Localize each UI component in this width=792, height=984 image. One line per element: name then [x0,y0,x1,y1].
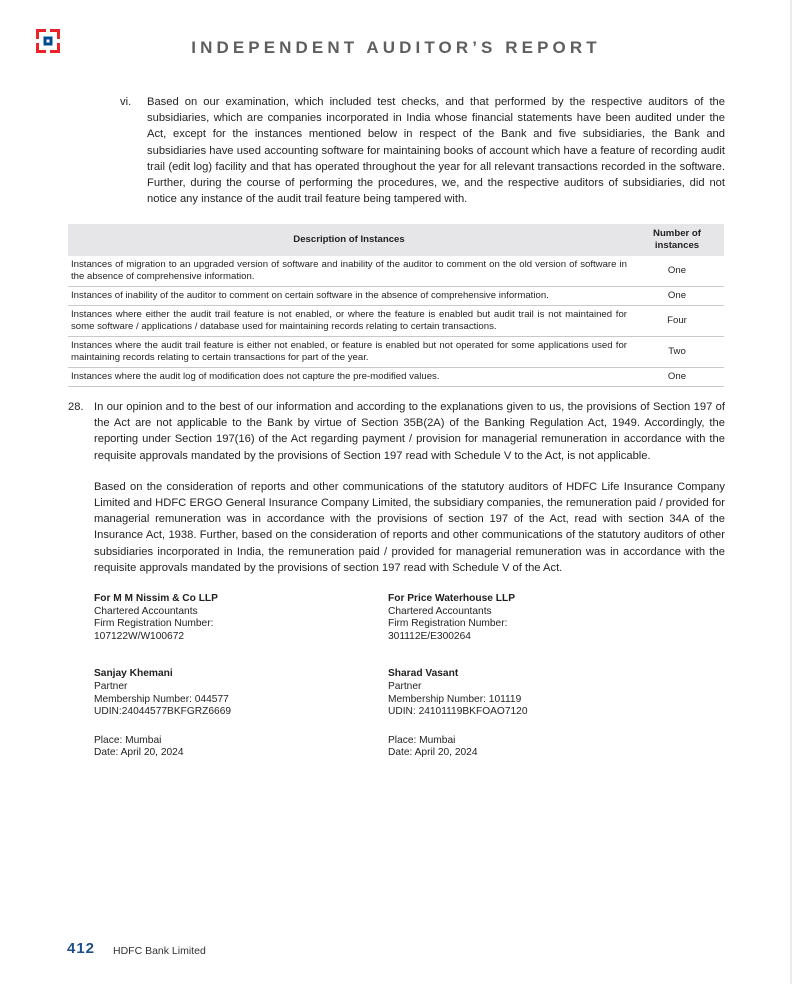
clause-vi [120,94,725,207]
instance-description: Instances where the audit log of modification does not capture the pre-modified values. [68,368,630,387]
clause-text: Based on our examination, which included test checks, and that performed by the respective auditors of the subsidiaries, which are companies incorporated in India whose financial statements have been audited under the Act, except for the instances mentioned below in respect of the Bank and five subsidiaries, the Bank and subsidiaries have used accounting software for maintaining books of account which have a feature of recording audit trail (edit log) facility and that has operated throughout the year for all relevant transactions recorded in the software. Further, during the course of performing the procedures, we, and the respective auditors of subsidiaries, did not notice any instance of the audit trail feature being tampered with. [147,96,725,206]
instances-table [68,224,724,387]
udin: UDIN:24044577BKFGRZ6669 [94,706,232,718]
partner-name: Sharad Vasant [388,668,459,680]
partner-name: Sanjay Khemani [94,668,173,680]
page-number: 412 [67,940,96,957]
partner-role: Partner [388,680,422,692]
clause-number: vi. [120,96,132,108]
signatory-block-left [94,593,231,760]
firm-name: For Price Waterhouse LLP [388,593,515,604]
signatory-block-right [388,593,528,760]
column-header-description: Description of Instances [68,224,630,256]
firm-type: Chartered Accountants [94,605,198,617]
table-row [68,368,724,387]
clause-paragraph-2: Based on the consideration of reports and other communications of the statutory auditors of HDFC Life Insurance Company Limited and HDFC ERGO General Insurance Company Limited, the subsidiary companies, the remuneration paid / provided for managerial remuneration was in accordance with the provisions of section 197 of the Act, read with section 34A of the Insurance Act, 1938. Further, based on the consideration of reports and other communications of the statutory auditors of other subsidiaries incorporated in India, the remuneration paid / provided for managerial remuneration was in accordance with the requisite approvals mandated by the provisions of section 197 read with Schedule V of the Act. [94,480,725,574]
instance-description: Instances of inability of the auditor to comment on certain software in the absence of comprehensive information. [68,287,630,306]
clause-paragraph-1: In our opinion and to the best of our information and according to the explanations given to us, the provisions of Section 197 of the Act are not applicable to the Bank by virtue of Section 35B(2A) of the Banking Regulation Act, 1949. Accordingly, the reporting under Section 197(16) of the Act regarding payment / provision for managerial remuneration in accordance with the requisite approvals mandated by the provisions of Section 197 read with Schedule V to the Act, is not applicable. [94,401,725,462]
page-title: INDEPENDENT AUDITOR’S REPORT [191,38,601,57]
place: Place: Mumbai [388,734,456,746]
membership-number: Membership Number: 101119 [388,693,522,705]
clause-number: 28. [68,401,84,413]
firm-registration-number: 301112E/E300264 [388,630,471,642]
date: Date: April 20, 2024 [94,747,184,759]
firm-type: Chartered Accountants [388,605,492,617]
footer-company-name: HDFC Bank Limited [113,945,206,957]
membership-number: Membership Number: 044577 [94,693,229,705]
clause-28 [68,399,725,576]
udin: UDIN: 24101119BKFOAO7120 [388,706,528,718]
firm-name: For M M Nissim & Co LLP [94,593,218,604]
date: Date: April 20, 2024 [388,747,478,759]
table-row [68,337,724,368]
instance-count: Four [630,306,724,337]
instance-count: One [630,256,724,287]
instance-description: Instances of migration to an upgraded version of software and inability of the auditor to comment on the old version of software in the absence of comprehensive information. [68,256,630,287]
table-row [68,287,724,306]
firm-registration-label: Firm Registration Number: [388,618,508,630]
table-header-row [68,224,724,256]
table-row [68,256,724,287]
column-header-count: Number of instances [630,224,724,256]
place: Place: Mumbai [94,734,162,746]
instance-description: Instances where the audit trail feature is either not enabled, or feature is enabled but not operated for some applications used for maintaining records relating to certain transactions for part of the year. [68,337,630,368]
firm-registration-label: Firm Registration Number: [94,618,214,630]
instance-count: One [630,368,724,387]
instance-count: Two [630,337,724,368]
instance-description: Instances where either the audit trail feature is not enabled, or where the feature is enabled but audit trail is not maintained for some software / applications / database used for maintaining records relating to certain transactions. [68,306,630,337]
table-row [68,306,724,337]
firm-registration-number: 107122W/W100672 [94,630,185,642]
partner-role: Partner [94,680,128,692]
instance-count: One [630,287,724,306]
